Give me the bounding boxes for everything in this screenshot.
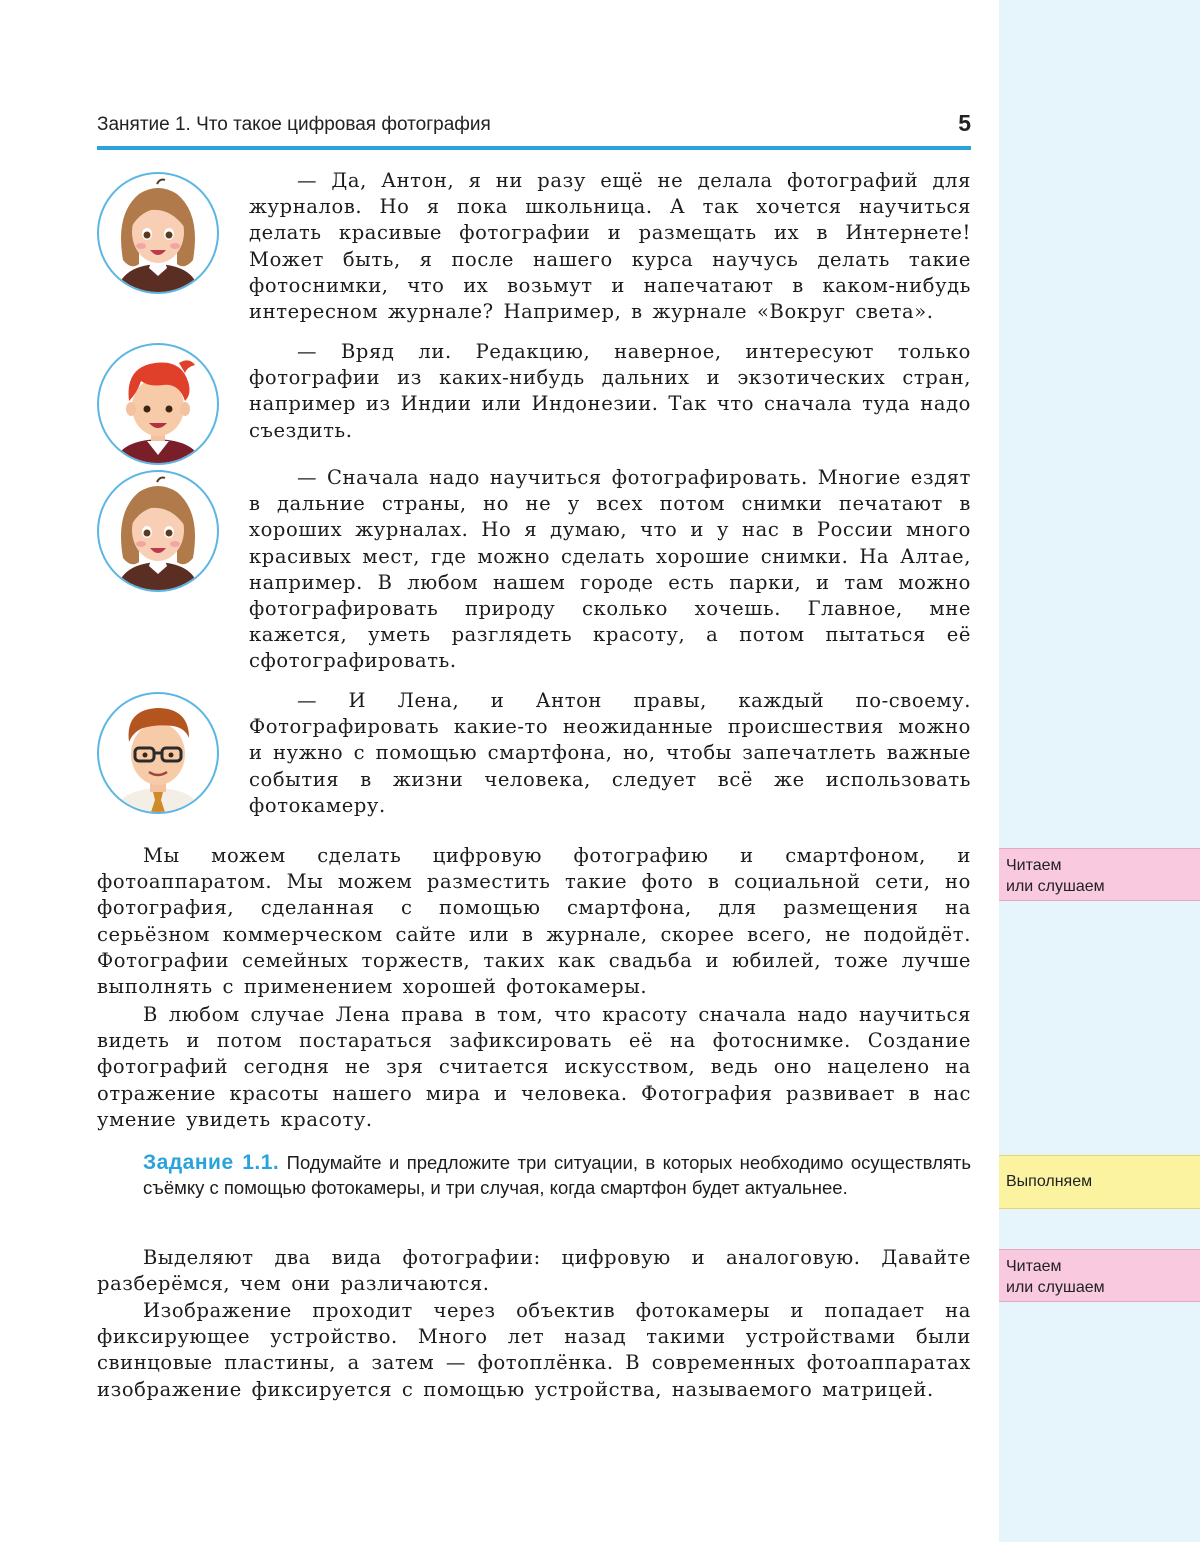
dialogue-line-girl: — Да, Антон, я ни разу ещё не делала фотографий для журналов. Но я пока школьница. А так хочется научиться делать красивые фотографии и размещать их в Интернете! Может быть, я после нашего курса научусь делать такие фотоснимки, что их возьмут и напечатают в каком-нибудь интересном журнале? Например, в журнале «Вокруг света». xyxy=(249,169,971,324)
girl-face-icon xyxy=(99,174,217,292)
task-block xyxy=(143,1150,971,1200)
body-paragraph: В любом случае Лена права в том, что красоту сначала надо научиться видеть и потом постараться зафиксировать её на фотоснимке. Создание фотографий сегодня не зря считается искусством, ведь оно нацелено на отражение красоты нашего мира и человека. Фотография развивает в нас умение увидеть красоту. xyxy=(97,1003,971,1131)
page-header xyxy=(97,110,971,150)
dialogue-line-girl: — Сначала надо научиться фотографировать. Многие ездят в дальние страны, но не у всех потом снимки печатают в хороших журналах. Но я думаю, что и у нас в России много красивых мест, где можно сделать хорошие снимки. На Алтае, например. В любом нашем городе есть парки, и там можно фотографировать природу сколько хочешь. Главное, мне кажется, уметь разглядеть красоту, а потом пытаться её сфотографировать. xyxy=(249,466,971,673)
girl-avatar xyxy=(97,172,219,294)
body-paragraph: Изображение проходит через объектив фотокамеры и попадает на фиксирующее устройство. Много лет назад такими устройствами были свинцовые пластины, а затем — фотоплёнка. В современных фотоаппаратах изображение фиксируется с помощью устройства, называемого матрицей. xyxy=(97,1299,971,1401)
body-paragraph: Мы можем сделать цифровую фотографию и смартфоном, и фотоаппаратом. Мы можем разместить такие фото в социальной сети, но фотография, сделанная с помощью смартфона, для размещения на серьёзном коммерческом сайте или в журнале, скорее всего, не подойдёт. Фотографии семейных торжеств, таких как свадьба и юбилей, тоже лучше выполнять с применением хорошей фотокамеры. xyxy=(97,844,971,999)
task-label: Задание 1.1. xyxy=(143,1151,280,1174)
page-number: 5 xyxy=(958,110,971,136)
tag-do-task: Выполняем xyxy=(999,1155,1200,1209)
tag-read-or-listen: Читаем или слушаем xyxy=(999,1249,1200,1302)
dialogue-line-boy: — Вряд ли. Редакцию, наверное, интересуют только фотографии из каких-нибудь дальних и экзотических стран, например из Индии или Индонезии. Так что сначала туда надо съездить. xyxy=(249,340,971,442)
teacher-avatar xyxy=(97,692,219,814)
dialogue-line-teacher: — И Лена, и Антон правы, каждый по-своему. Фотографировать какие-то неожиданные происшествия можно и нужно с помощью смартфона, но, чтобы запечатлеть важные события в жизни человека, следует всё же использовать фотокамеру. xyxy=(249,689,971,817)
task-text: Подумайте и предложите три ситуации, в которых необходимо осуществлять съёмку с помощью фотокамеры, и три случая, когда смартфон будет актуальнее. xyxy=(143,1152,972,1198)
chapter-title: Занятие 1. Что такое цифровая фотография xyxy=(97,114,491,135)
girl-avatar xyxy=(97,470,219,592)
boy-avatar xyxy=(97,343,219,465)
right-margin-sidebar xyxy=(999,0,1200,1542)
boy-face-icon xyxy=(99,345,217,463)
tag-read-or-listen: Читаем или слушаем xyxy=(999,848,1200,901)
teacher-face-icon xyxy=(99,694,217,812)
girl-face-icon xyxy=(99,472,217,590)
body-paragraph: Выделяют два вида фотографии: цифровую и аналоговую. Давайте разберёмся, чем они различаются. xyxy=(97,1246,971,1296)
